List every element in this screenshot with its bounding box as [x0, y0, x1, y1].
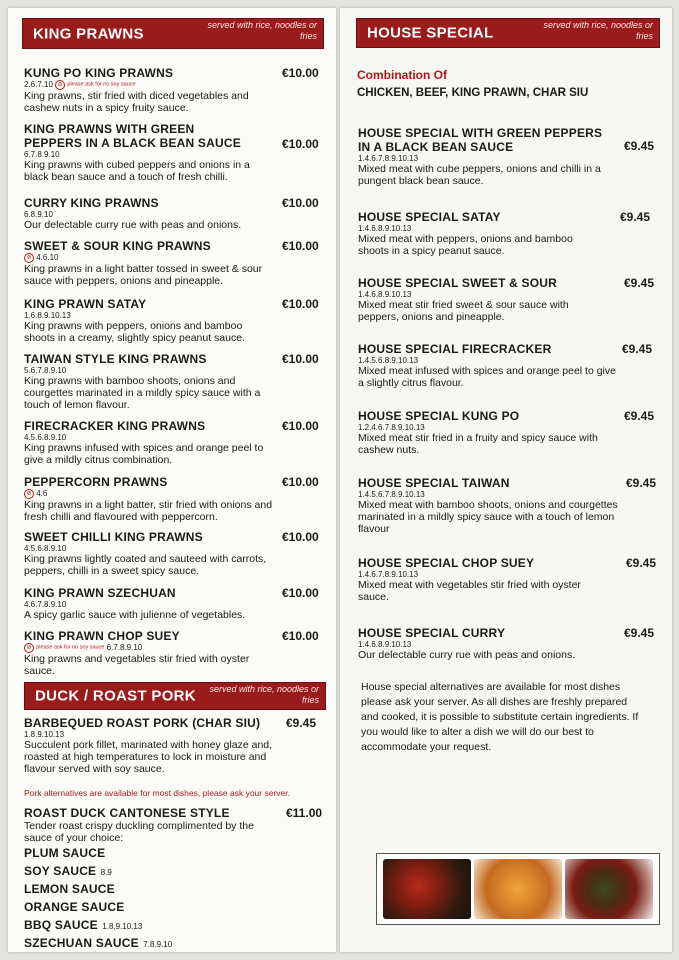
sauce-list: [24, 844, 324, 952]
item-code: 1.4.6.8.9.10.13: [358, 290, 412, 299]
item-price: €10.00: [282, 586, 319, 600]
house-special-banner: [356, 18, 660, 48]
item-name: SWEET & SOUR KING PRAWNS: [24, 239, 211, 253]
item-description: King prawns with cubed peppers and onions in a black bean sauce and a touch of fresh chilli.: [24, 159, 250, 183]
item-name: KING PRAWN SZECHUAN: [24, 586, 176, 600]
item-name: HOUSE SPECIAL SWEET & SOUR: [358, 276, 558, 290]
menu-item-house-special-sweet-sour: [358, 276, 658, 323]
item-name: HOUSE SPECIAL CHOP SUEY: [358, 556, 535, 570]
menu-item-king-prawns-black-bean: [24, 122, 324, 183]
item-price: €9.45: [624, 409, 655, 423]
item-price: €11.00: [286, 806, 323, 820]
item-price: €9.45: [286, 716, 317, 730]
sauce-lemon: LEMON SAUCE: [24, 882, 115, 896]
item-code: 1.4.6.8.9.10.13: [358, 640, 412, 649]
menu-item-house-special-satay: [358, 210, 658, 257]
item-name: KUNG PO KING PRAWNS: [24, 66, 174, 80]
item-description: King prawns in a light batter, stir fried with onions and fresh chilli and flavoured with peppercorn.: [24, 499, 273, 523]
section-title: HOUSE SPECIAL: [367, 24, 494, 42]
combination-list: CHICKEN, BEEF, KING PRAWN, CHAR SIU: [357, 87, 589, 99]
item-description: King prawns in a light batter tossed in sweet & sour sauce with peppers, onions and pineapple.: [24, 263, 263, 287]
item-price: €10.00: [282, 629, 319, 643]
item-name: ROAST DUCK CANTONESE STYLE: [24, 806, 230, 820]
item-price: €10.00: [282, 530, 319, 544]
item-description: Our delectable curry rue with peas and onions.: [358, 649, 576, 661]
item-description: Mixed meat infused with spices and orange peel to give a slightly citrus flavour.: [358, 365, 616, 389]
combination-label: Combination Of: [357, 68, 447, 82]
item-code: ⊘ please ask for no soy sauce 6.7.8.9.10: [24, 643, 324, 653]
item-price: €10.00: [282, 196, 319, 210]
menu-item-house-special-curry: [358, 626, 658, 661]
item-price: €10.00: [282, 137, 319, 151]
food-photo-2: [474, 859, 562, 919]
food-photo-1: [383, 859, 471, 919]
item-price: €10.00: [282, 352, 319, 366]
item-price: €10.00: [282, 66, 319, 80]
house-special-footer-note: House special alternatives are available for most dishes please ask your server. As all dishes are freshly prepared and cooked, it is possible to substitute certain ingredients. If you would like to alter a dish we will do our best to accommodate your request.: [361, 681, 639, 753]
no-soy-icon: ⊘: [55, 80, 65, 90]
item-name: CURRY KING PRAWNS: [24, 196, 159, 210]
no-soy-icon: ⊘: [24, 489, 34, 499]
sauce-bbq: BBQ SAUCE 1.8.9.10.13: [24, 918, 143, 932]
sauce-soy: SOY SAUCE 8.9: [24, 864, 112, 878]
menu-item-curry-king-prawns: [24, 196, 324, 231]
item-code: 1.2.4.6.7.8.9.10.13: [358, 423, 425, 432]
item-code: 4.5.6.8.9.10: [24, 433, 67, 442]
item-price: €9.45: [624, 626, 655, 640]
item-code: ⊘ 4.6: [24, 489, 324, 499]
no-soy-icon: ⊘: [24, 643, 34, 653]
food-photo-3: [565, 859, 653, 919]
item-code: 1.4.5.6.7.8.9.10.13: [358, 490, 425, 499]
served-with-note: served with rice, noodles or fries: [209, 684, 319, 705]
menu-item-house-special-chop-suey: [358, 556, 658, 603]
item-price: €9.45: [622, 342, 653, 356]
item-name: HOUSE SPECIAL CURRY: [358, 626, 506, 640]
item-code: 2.6.7.10 ⊘ please ask for no soy sauce: [24, 80, 136, 90]
item-description: King prawns with peppers, onions and bamboo shoots in a creamy, slightly spicy peanut sauce.: [24, 320, 245, 344]
item-name: HOUSE SPECIAL KUNG PO: [358, 409, 520, 423]
item-description: Our delectable curry rue with peas and onions.: [24, 219, 242, 231]
menu-item-sweet-sour-king-prawns: [24, 239, 324, 287]
item-description: King prawns, stir fried with diced vegetables and cashew nuts in a spicy fruity sauce.: [24, 90, 249, 114]
item-description: Mixed meat stir fried in a fruity and spicy sauce with cashew nuts.: [358, 432, 598, 456]
item-name: FIRECRACKER KING PRAWNS: [24, 419, 206, 433]
food-photo-strip: [376, 853, 660, 925]
menu-item-king-prawn-szechuan: [24, 586, 324, 621]
item-description: King prawns with bamboo shoots, onions and courgettes marinated in a mildly spicy sauce with a touch of lemon flavour.: [24, 375, 261, 411]
sauce-orange: ORANGE SAUCE: [24, 900, 125, 914]
menu-item-king-prawn-satay: [24, 297, 324, 344]
item-code: 1.4.6.7.8.9.10.13: [358, 154, 419, 163]
menu-item-barbequed-roast-pork: [24, 716, 324, 775]
menu-item-kung-po-king-prawns: [24, 66, 324, 114]
item-code: 1.4.6.8.9.10.13: [358, 224, 412, 233]
item-price: €9.45: [624, 276, 655, 290]
section-title: KING PRAWNS: [33, 25, 144, 42]
item-name: KING PRAWN CHOP SUEY: [24, 629, 180, 643]
pork-alternatives-note: Pork alternatives are available for most dishes, please ask your server.: [24, 788, 290, 798]
item-name: KING PRAWN SATAY: [24, 297, 147, 311]
menu-item-house-special-firecracker: [358, 342, 658, 389]
item-code: 1.6.8.9.10.13: [24, 311, 71, 320]
served-with-note: served with rice, noodles or fries: [543, 20, 653, 41]
item-code: 1.4.6.7.8.9.10.13: [358, 570, 419, 579]
sauce-plum: PLUM SAUCE: [24, 846, 106, 860]
section-title: DUCK / ROAST PORK: [35, 687, 196, 705]
no-soy-icon: ⊘: [24, 253, 34, 263]
item-name: BARBEQUED ROAST PORK (CHAR SIU): [24, 716, 261, 730]
item-name: HOUSE SPECIAL WITH GREEN PEPPERS IN A BLACK BEAN SAUCE: [358, 126, 603, 154]
item-code: 1.8.9.10.13: [24, 730, 65, 739]
item-description: Tender roast crispy duckling complimented by the sauce of your choice:: [24, 820, 254, 844]
item-name: HOUSE SPECIAL SATAY: [358, 210, 501, 224]
menu-item-sweet-chilli-king-prawns: [24, 530, 324, 577]
item-name: TAIWAN STYLE KING PRAWNS: [24, 352, 207, 366]
menu-item-house-special-kung-po: [358, 409, 658, 456]
item-description: Succulent pork fillet, marinated with honey glaze and, roasted at high temperatures to lock in moisture and flavour served with soy sauce.: [24, 739, 273, 775]
king-prawns-banner: [22, 18, 324, 49]
duck-roast-pork-banner: [24, 682, 326, 710]
item-description: Mixed meat with peppers, onions and bamboo shoots in a spicy peanut sauce.: [358, 233, 573, 257]
item-code: 4.5.6.8.9.10: [24, 544, 67, 553]
menu-item-house-special-black-bean: [358, 126, 658, 187]
item-code: 5.6.7.8.9.10: [24, 366, 67, 375]
item-name: HOUSE SPECIAL TAIWAN: [358, 476, 510, 490]
menu-item-roast-duck-cantonese: [24, 806, 324, 844]
menu-item-house-special-taiwan: [358, 476, 658, 535]
item-code: 4.6.7.8.9.10: [24, 600, 67, 609]
item-description: Mixed meat stir fried sweet & sour sauce with peppers, onions and pineapple.: [358, 299, 569, 323]
item-name: HOUSE SPECIAL FIRECRACKER: [358, 342, 552, 356]
item-description: King prawns lightly coated and sauteed with carrots, peppers, chilli in a sweet spicy sauce.: [24, 553, 267, 577]
menu-item-peppercorn-prawns: [24, 475, 324, 523]
item-description: Mixed meat with vegetables stir fried with oyster sauce.: [358, 579, 581, 603]
item-price: €9.45: [626, 476, 657, 490]
item-name: KING PRAWNS WITH GREEN PEPPERS IN A BLACK BEAN SAUCE: [24, 122, 241, 150]
served-with-note: served with rice, noodles or fries: [207, 20, 317, 41]
item-description: A spicy garlic sauce with julienne of vegetables.: [24, 609, 246, 621]
item-code: ⊘ 4.6.10: [24, 253, 324, 263]
item-code: 6.7.8.9.10: [24, 150, 60, 159]
item-price: €10.00: [282, 297, 319, 311]
item-price: €10.00: [282, 475, 319, 489]
item-price: €10.00: [282, 419, 319, 433]
item-description: Mixed meat with bamboo shoots, onions and courgettes marinated in a mildly spicy sauce with a touch of lemon flavour: [358, 499, 618, 535]
item-description: Mixed meat with cube peppers, onions and chilli in a pungent black bean sauce.: [358, 163, 601, 187]
sauce-szechuan: SZECHUAN SAUCE 7.8.9.10: [24, 936, 173, 950]
item-price: €10.00: [282, 239, 319, 253]
menu-item-king-prawn-chop-suey: [24, 629, 324, 677]
item-name: SWEET CHILLI KING PRAWNS: [24, 530, 203, 544]
item-name: PEPPERCORN PRAWNS: [24, 475, 168, 489]
item-price: €9.45: [620, 210, 651, 224]
item-description: King prawns and vegetables stir fried with oyster sauce.: [24, 653, 250, 677]
item-code: 1.4.5.6.8.9.10.13: [358, 356, 419, 365]
item-price: €9.45: [624, 139, 655, 153]
item-description: King prawns infused with spices and orange peel to give a mildly citrus combination.: [24, 442, 264, 466]
item-code: 6.8.9.10: [24, 210, 53, 219]
menu-item-taiwan-style-king-prawns: [24, 352, 324, 411]
item-price: €9.45: [626, 556, 657, 570]
menu-item-firecracker-king-prawns: [24, 419, 324, 466]
